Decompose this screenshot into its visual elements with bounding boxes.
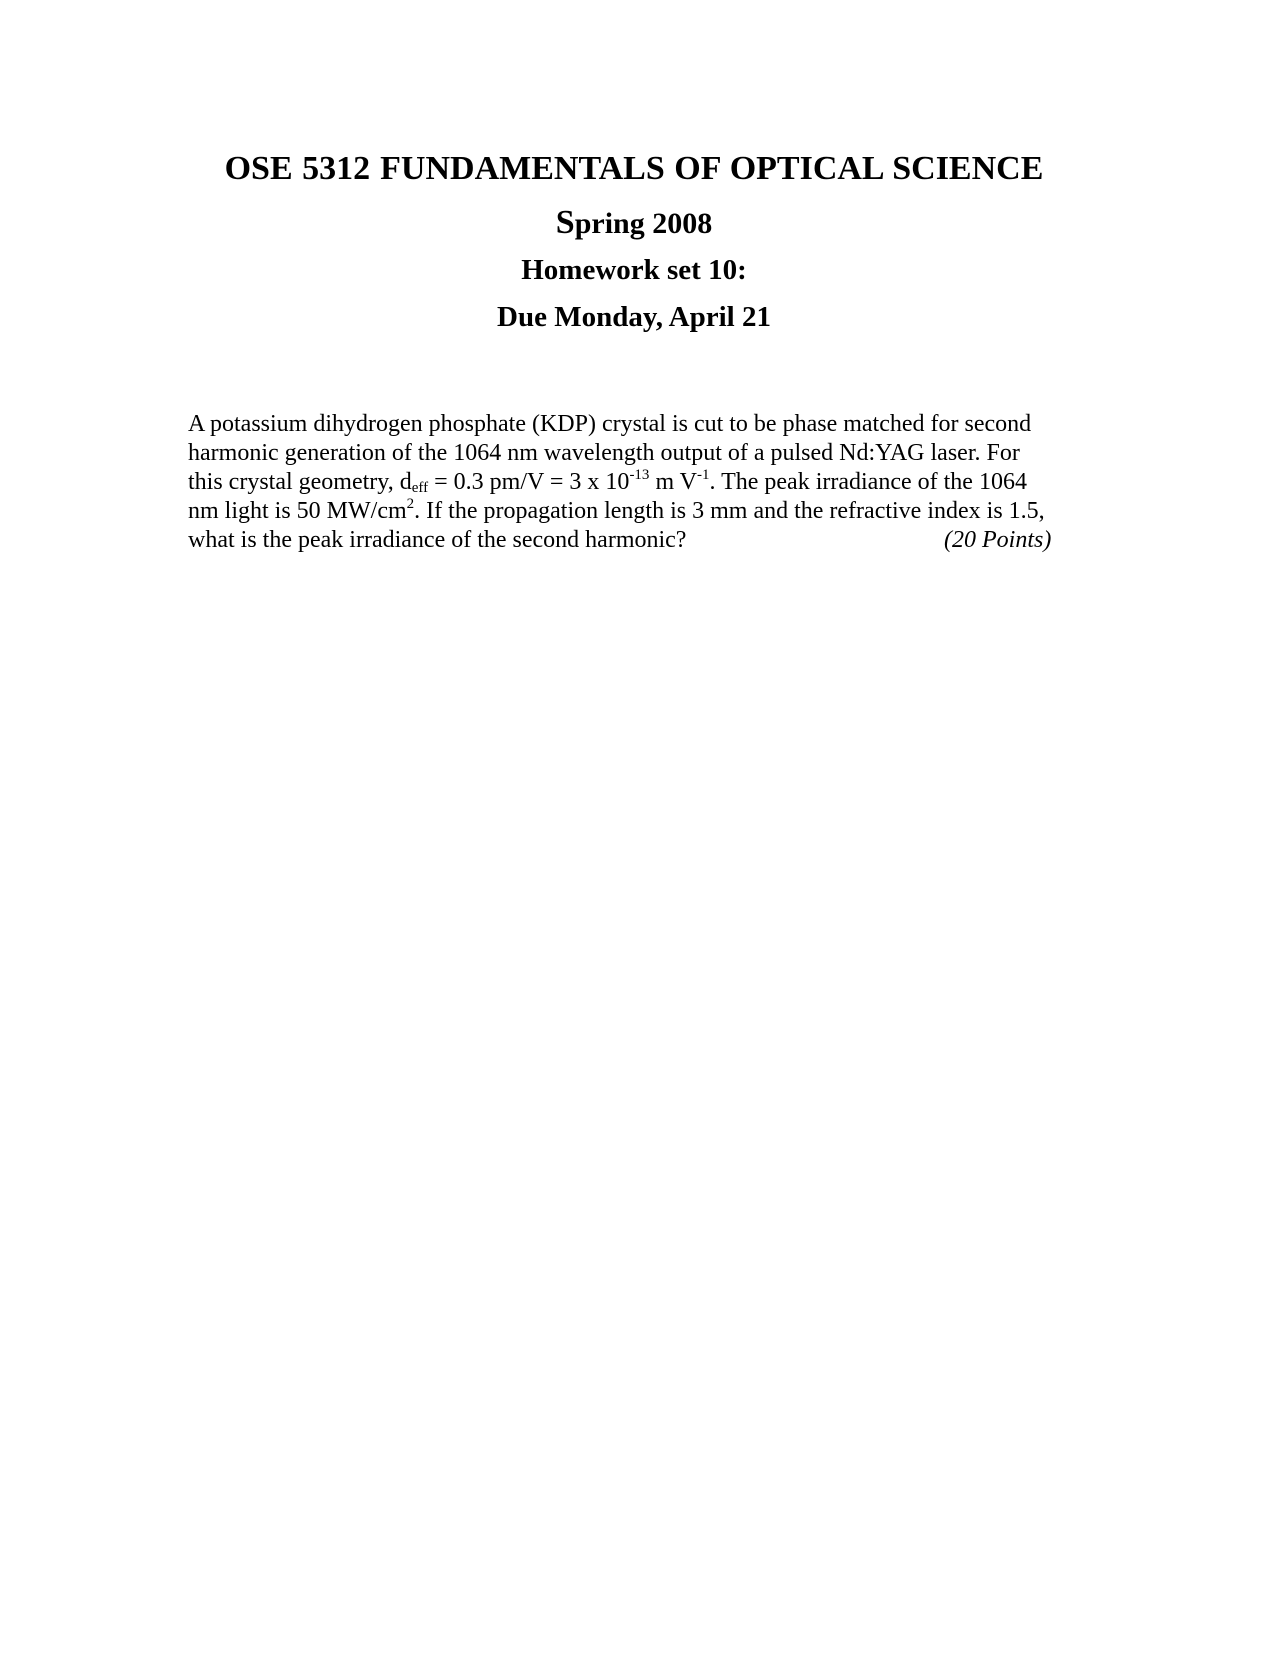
problem-line-3 — [188, 468, 1280, 497]
semester-initial: S — [555, 204, 575, 241]
exponent-minus-13: -13 — [629, 467, 650, 483]
text-segment: nm light is 50 MW/cm — [188, 498, 407, 524]
problem-line-1: A potassium dihydrogen phosphate (KDP) crystal is cut to be phase matched for second — [188, 411, 1032, 437]
text-segment: = 0.3 pm/V = 3 x 10 — [428, 469, 630, 495]
text-segment: . The peak irradiance of the 1064 — [709, 469, 1027, 495]
points-value: (20 Points) — [944, 527, 1052, 553]
problem-line-4 — [188, 497, 1280, 526]
text-segment: what is the peak irradiance of the second harmonic? — [188, 527, 687, 553]
semester-rest: pring 2008 — [574, 207, 713, 240]
exponent-minus-1: -1 — [697, 467, 710, 483]
text-segment: m V — [649, 469, 698, 495]
exponent-2: 2 — [406, 496, 415, 512]
problem-line-5 — [188, 526, 1280, 555]
text-segment: this crystal geometry, d — [188, 469, 412, 495]
course-title — [0, 150, 1274, 188]
homework-set-title: Homework set 10: — [521, 254, 747, 286]
semester — [0, 204, 1274, 242]
subscript-eff: eff — [411, 480, 429, 496]
due-date: Due Monday, April 21 — [497, 301, 771, 333]
problem-line-2: harmonic generation of the 1064 nm wavelength output of a pulsed Nd:YAG laser. For — [188, 440, 1020, 466]
course-code: OSE 5312 — [224, 150, 371, 187]
text-segment: . If the propagation length is 3 mm and the refractive index is 1.5, — [414, 498, 1045, 524]
problem-statement — [188, 410, 1280, 555]
course-name: FUNDAMENTALS OF OPTICAL SCIENCE — [380, 150, 1044, 187]
